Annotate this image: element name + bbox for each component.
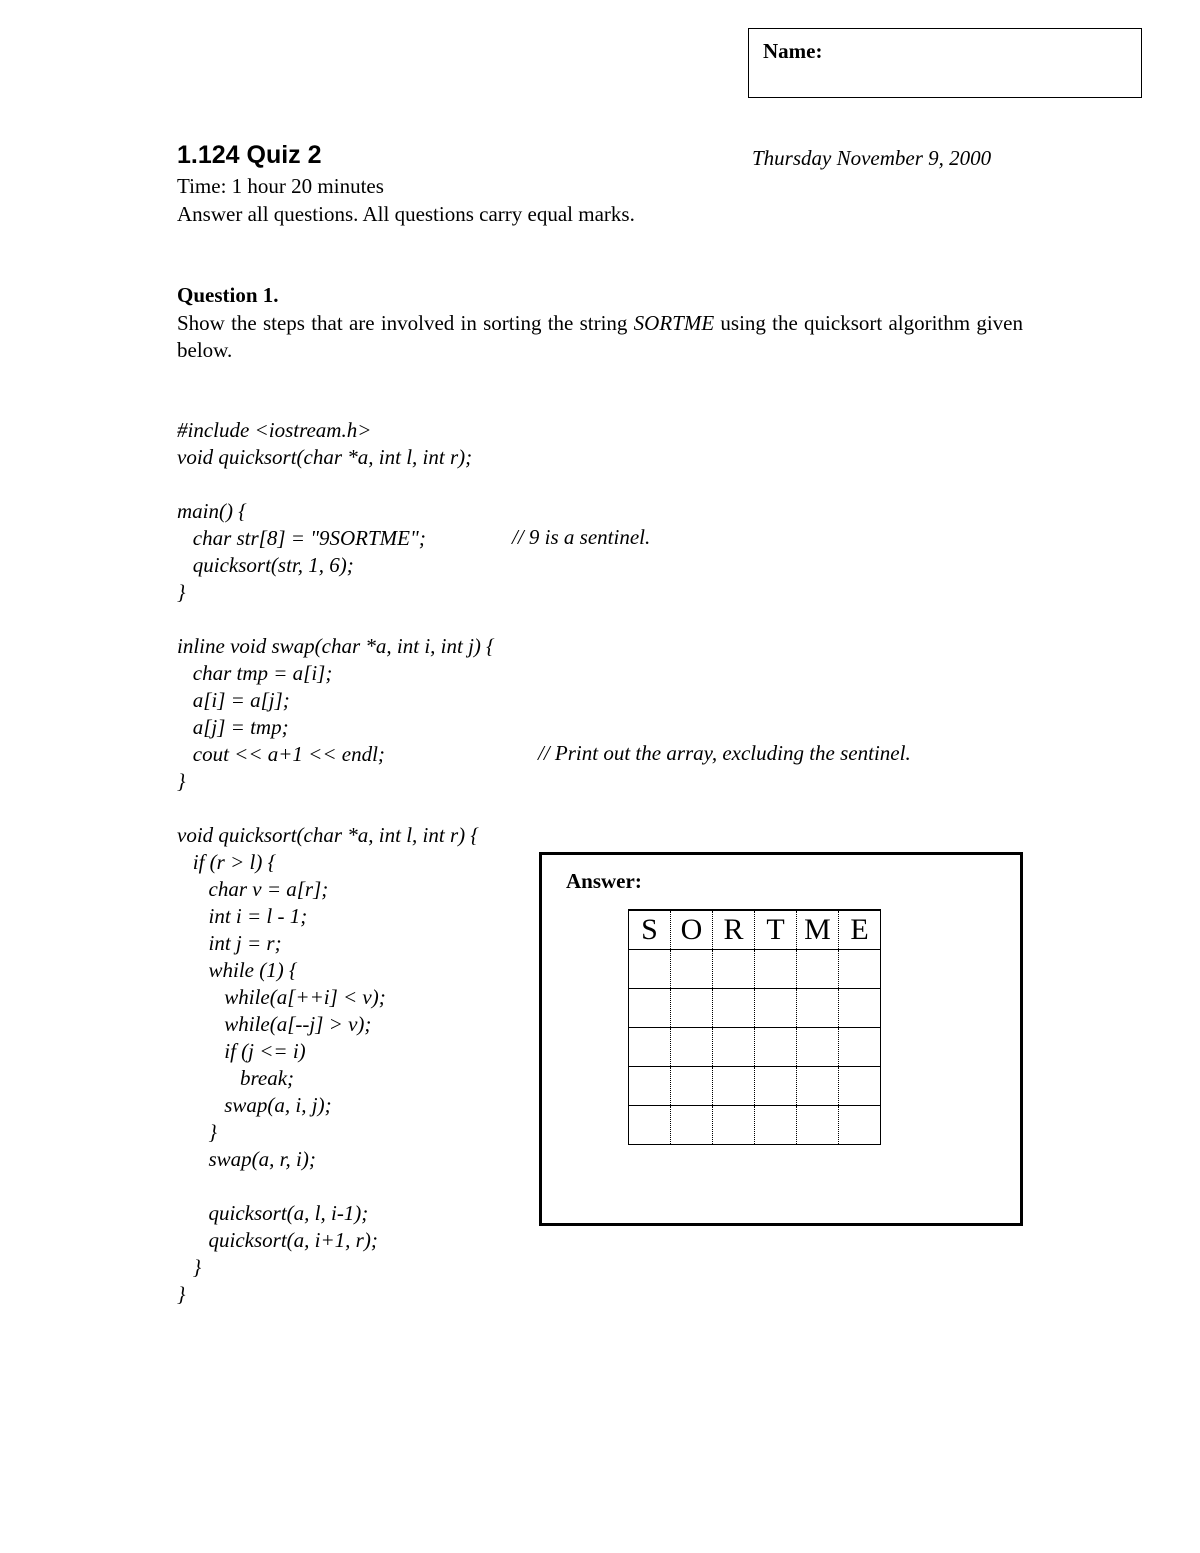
grid-cell[interactable] (839, 1067, 881, 1106)
code-line: while (1) { (177, 958, 298, 982)
code-line: void quicksort(char *a, int l, int r); (177, 445, 473, 469)
code-line: void quicksort(char *a, int l, int r) { (177, 823, 479, 847)
grid-cell[interactable] (713, 1067, 755, 1106)
code-line: swap(a, r, i); (177, 1147, 316, 1171)
grid-cell[interactable] (713, 989, 755, 1028)
grid-letter: O (671, 910, 713, 950)
code-line: swap(a, i, j); (177, 1093, 332, 1117)
code-line: if (j <= i) (177, 1039, 306, 1063)
quiz-title: 1.124 Quiz 2 (177, 141, 322, 169)
code-line: inline void swap(char *a, int i, int j) { (177, 634, 495, 658)
grid-cell[interactable] (671, 1067, 713, 1106)
code-line: char str[8] = "9SORTME"; (177, 526, 426, 550)
code-line: quicksort(a, i+1, r); (177, 1228, 378, 1252)
code-line: quicksort(a, l, i-1); (177, 1201, 369, 1225)
time-limit: Time: 1 hour 20 minutes (177, 174, 384, 198)
grid-cell[interactable] (629, 1067, 671, 1106)
grid-cell[interactable] (629, 1106, 671, 1145)
code-line: main() { (177, 499, 247, 523)
grid-cell[interactable] (755, 1067, 797, 1106)
grid-letter: R (713, 910, 755, 950)
grid-cell[interactable] (797, 989, 839, 1028)
grid-cell[interactable] (755, 950, 797, 989)
question-text (177, 310, 1023, 364)
code-line: int j = r; (177, 931, 282, 955)
grid-letter: E (839, 910, 881, 950)
code-line: while(a[++i] < v); (177, 985, 386, 1009)
quiz-date: Thursday November 9, 2000 (752, 146, 992, 170)
grid-cell[interactable] (629, 950, 671, 989)
code-line: #include <iostream.h> (177, 418, 372, 442)
grid-cell[interactable] (839, 950, 881, 989)
code-line: char v = a[r]; (177, 877, 329, 901)
grid-row[interactable] (629, 989, 881, 1028)
question-text-part1: Show the steps that are involved in sorting the string (177, 311, 634, 335)
code-line: a[j] = tmp; (177, 715, 289, 739)
name-box[interactable] (748, 28, 1142, 98)
grid-cell[interactable] (797, 950, 839, 989)
code-line: int i = l - 1; (177, 904, 308, 928)
grid-row[interactable] (629, 1028, 881, 1067)
grid-header-row (629, 910, 881, 950)
grid-cell[interactable] (797, 1106, 839, 1145)
code-line: } (177, 580, 186, 604)
answer-grid (628, 909, 881, 1145)
code-line: char tmp = a[i]; (177, 661, 333, 685)
grid-letter: M (797, 910, 839, 950)
question-text-emphasis: SORTME (633, 311, 715, 335)
code-line: } (177, 769, 186, 793)
code-line: while(a[--j] > v); (177, 1012, 372, 1036)
name-label: Name: (763, 39, 823, 63)
code-line: } (177, 1282, 186, 1306)
grid-cell[interactable] (713, 1028, 755, 1067)
grid-cell[interactable] (671, 989, 713, 1028)
code-line: } (177, 1120, 217, 1144)
instructions: Answer all questions. All questions carry equal marks. (177, 202, 635, 226)
grid-cell[interactable] (671, 1106, 713, 1145)
code-line: cout << a+1 << endl; (177, 742, 385, 766)
code-line: } (177, 1255, 202, 1279)
question-text-part2: using the quicksort algorithm given below. (177, 311, 1023, 362)
grid-cell[interactable] (797, 1028, 839, 1067)
grid-cell[interactable] (629, 989, 671, 1028)
grid-cell[interactable] (755, 989, 797, 1028)
grid-cell[interactable] (713, 1106, 755, 1145)
answer-label: Answer: (566, 869, 642, 893)
code-line: if (r > l) { (177, 850, 276, 874)
grid-cell[interactable] (755, 1106, 797, 1145)
grid-cell[interactable] (671, 950, 713, 989)
grid-cell[interactable] (629, 1028, 671, 1067)
grid-cell[interactable] (839, 1106, 881, 1145)
code-line: quicksort(str, 1, 6); (177, 553, 354, 577)
grid-cell[interactable] (671, 1028, 713, 1067)
grid-cell[interactable] (839, 989, 881, 1028)
question-heading: Question 1. (177, 283, 279, 307)
grid-row[interactable] (629, 1067, 881, 1106)
grid-cell[interactable] (839, 1028, 881, 1067)
grid-letter: T (755, 910, 797, 950)
grid-letter: S (629, 910, 671, 950)
answer-box (539, 852, 1023, 1226)
code-comment: // Print out the array, excluding the sentinel. (538, 741, 911, 765)
grid-cell[interactable] (797, 1067, 839, 1106)
code-comment: // 9 is a sentinel. (512, 525, 651, 549)
grid-cell[interactable] (713, 950, 755, 989)
grid-row[interactable] (629, 950, 881, 989)
code-line: a[i] = a[j]; (177, 688, 290, 712)
code-line: break; (177, 1066, 295, 1090)
grid-row[interactable] (629, 1106, 881, 1145)
grid-cell[interactable] (755, 1028, 797, 1067)
